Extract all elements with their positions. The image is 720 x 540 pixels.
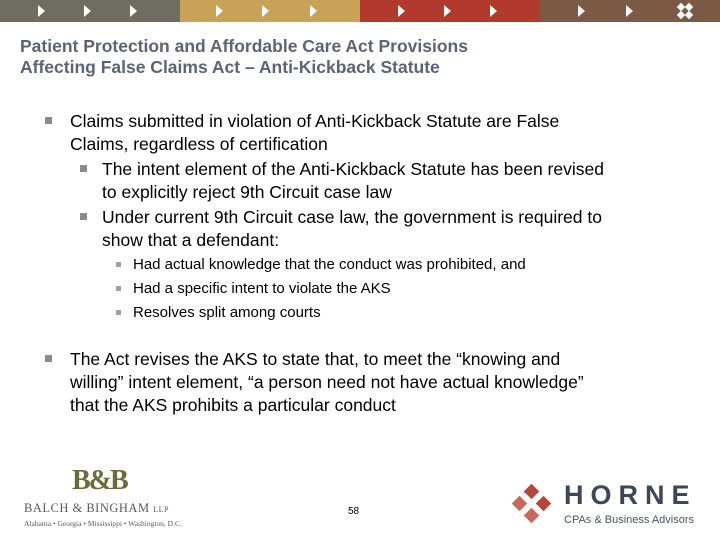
logo-name: BALCH & BINGHAM LLP <box>24 501 169 515</box>
balch-bingham-logo <box>24 465 184 530</box>
arrow-icon <box>262 5 269 17</box>
bullet-marker <box>116 286 121 291</box>
bullet-marker <box>80 165 87 172</box>
bar-segment-gray <box>0 0 180 22</box>
arrow-icon <box>444 5 451 17</box>
horne-mark-icon <box>676 2 694 20</box>
bullet-marker <box>116 310 121 315</box>
arrow-icon <box>38 5 45 17</box>
bullet-marker <box>80 213 87 220</box>
arrow-icon <box>398 5 405 17</box>
bullet-marker <box>45 117 52 124</box>
arrow-icon <box>130 5 137 17</box>
horne-logo <box>508 480 708 530</box>
bar-segment-gold <box>180 0 360 22</box>
bullet-level2: The intent element of the Anti-Kickback Statute has been revised to explicitly reject 9th Circuit case law <box>102 159 604 202</box>
bullet-level2: Under current 9th Circuit case law, the government is required to show that a defendant: <box>102 207 602 250</box>
bullet-level1: Claims submitted in violation of Anti-Kickback Statute are False Claims, regardless of certification <box>70 111 560 154</box>
arrow-icon <box>626 5 633 17</box>
bar-segment-red <box>360 0 540 22</box>
horne-name: HORNE <box>564 480 697 510</box>
logo-mark: B&B <box>72 465 127 496</box>
logo-locations: Alabama • Georgia • Mississippi • Washington, D.C. <box>24 519 182 528</box>
top-color-bar <box>0 0 720 22</box>
horne-tagline: CPAs & Business Advisors <box>564 514 695 526</box>
bar-segment-brown <box>540 0 720 22</box>
arrow-icon <box>310 5 317 17</box>
arrow-icon <box>490 5 497 17</box>
bullet-marker <box>116 262 121 267</box>
title-line-2: Affecting False Claims Act – Anti-Kickback Statute <box>20 57 440 77</box>
horne-diamond-icon <box>510 484 558 528</box>
title-line-1: Patient Protection and Affordable Care Act Provisions <box>20 36 468 56</box>
arrow-icon <box>84 5 91 17</box>
page-number: 58 <box>348 506 360 517</box>
bullet-level3: Had a specific intent to violate the AKS <box>133 280 391 297</box>
slide-title <box>20 36 700 78</box>
arrow-icon <box>578 5 585 17</box>
arrow-icon <box>216 5 223 17</box>
bullet-marker <box>45 355 52 362</box>
bullet-level3: Had actual knowledge that the conduct was prohibited, and <box>133 256 526 273</box>
bullet-level3: Resolves split among courts <box>133 304 321 321</box>
bullet-level1: The Act revises the AKS to state that, to meet the “knowing and willing” intent element, “a person need not have actual knowledge” that the AKS prohibits a particular conduct <box>70 349 584 415</box>
